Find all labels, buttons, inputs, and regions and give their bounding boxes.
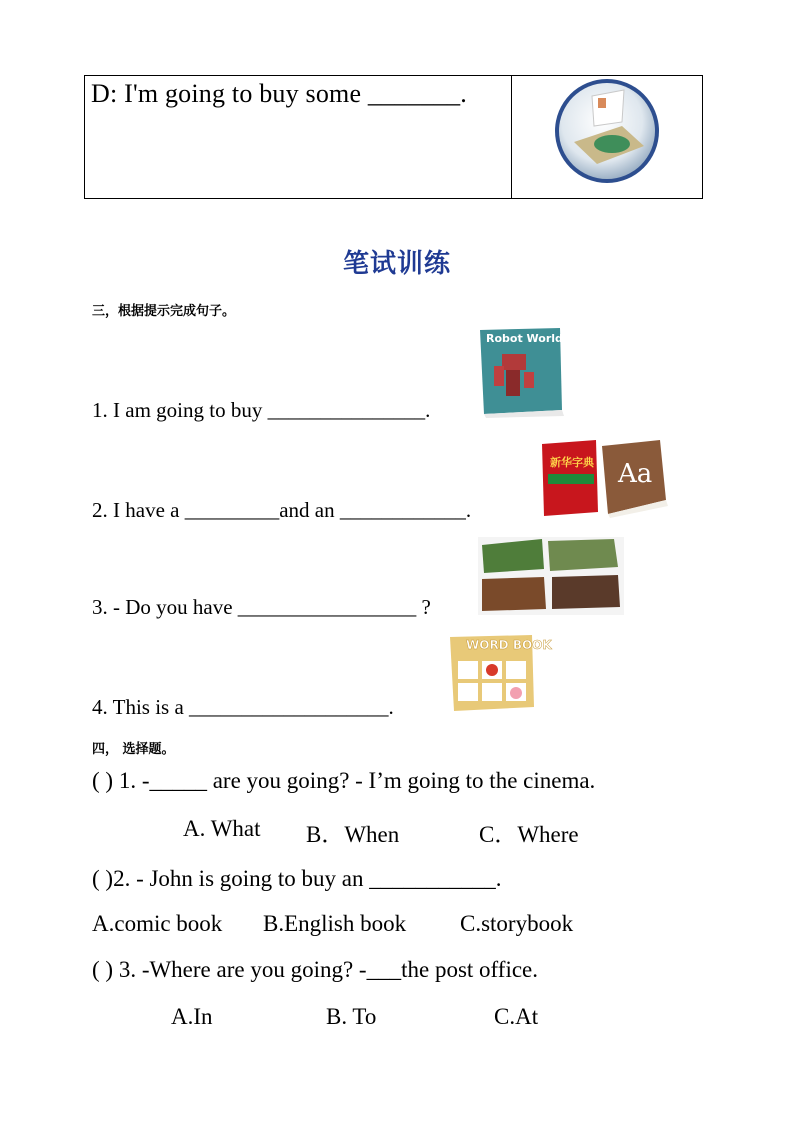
word-book-text: WORD BOOK (466, 638, 552, 652)
table-divider (511, 76, 512, 198)
photos-icon (478, 537, 624, 620)
part3-heading: 三，根据提示完成句子。 (92, 304, 236, 319)
q2-option-b: B.English book (263, 911, 407, 936)
q2-option-a: A.comic book (92, 911, 223, 936)
robot-book-icon (476, 326, 566, 423)
part4-heading: 四， 选择题。 (92, 742, 175, 757)
part3-item-1: 1. I am going to buy _______________. (92, 398, 431, 422)
word-book-icon (448, 633, 552, 718)
q1-option-b: B．When (306, 822, 400, 847)
exercise-table (84, 75, 703, 199)
question-1: ( ) 1. -_____ are you going? - I’m going to the cinema. (92, 768, 596, 793)
chinese-dictionary-text: 新华字典 (550, 456, 594, 469)
q2-option-c: C.storybook (460, 911, 574, 936)
english-dictionary-text: Aa (618, 459, 653, 489)
part3-item-4: 4. This is a ___________________. (92, 695, 394, 719)
q1-option-c: C．Where (479, 822, 579, 847)
q3-option-c: C.At (494, 1004, 539, 1029)
part3-item-2: 2. I have a _________and an ____________. (92, 498, 472, 522)
question-3: ( ) 3. -Where are you going? -___the post office. (92, 957, 538, 982)
book-cover-text: Robot World (486, 332, 563, 345)
q1-option-a: A. What (183, 816, 261, 841)
row-d-text: D: I'm going to buy some _______. (91, 79, 467, 108)
question-2: ( )2. - John is going to buy an ___________. (92, 866, 502, 891)
q3-option-b: B. To (326, 1004, 377, 1029)
part3-item-3: 3. - Do you have _________________ ? (92, 595, 431, 619)
q3-option-a: A.In (171, 1004, 213, 1029)
map-globe-icon (552, 76, 672, 196)
dictionaries-icon (540, 436, 670, 523)
section-title: 笔试训练 (342, 249, 451, 279)
